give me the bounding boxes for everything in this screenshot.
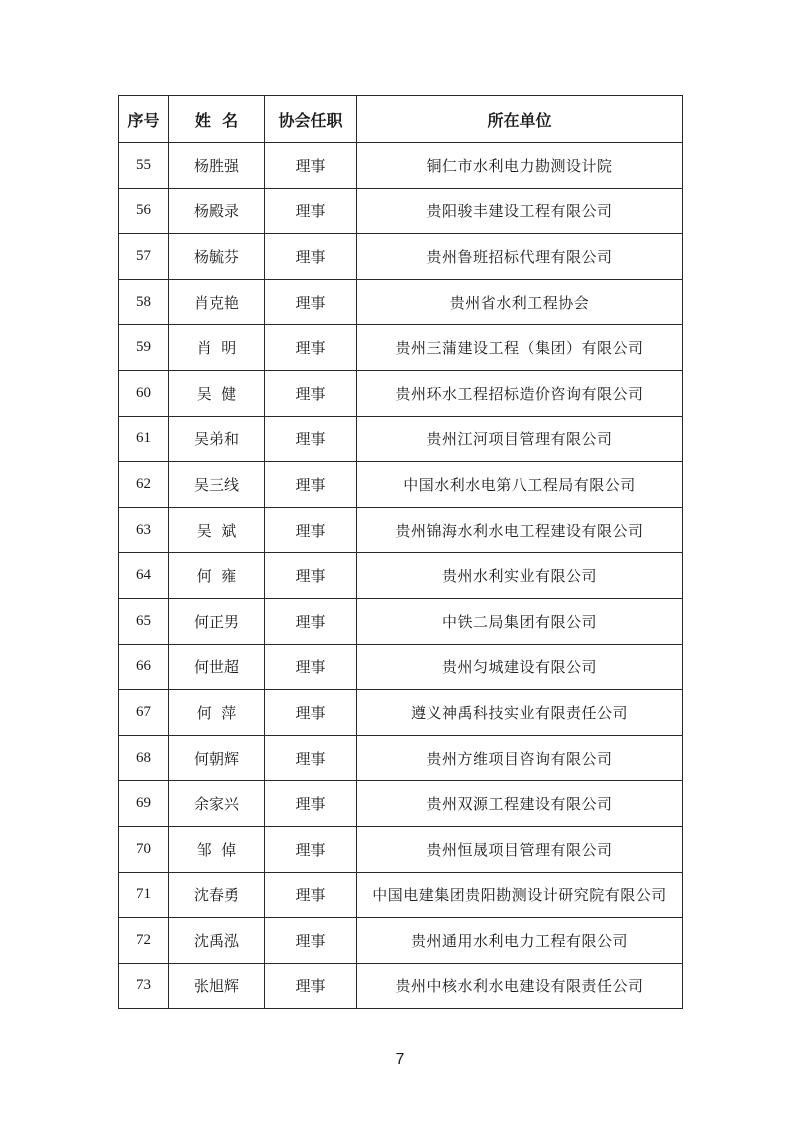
cell-association-role: 理事 — [265, 963, 357, 1009]
cell-member-name: 张旭辉 — [169, 963, 265, 1009]
header-serial-number: 序号 — [119, 96, 169, 143]
table-row — [119, 553, 683, 599]
table-row — [119, 644, 683, 690]
cell-association-role: 理事 — [265, 188, 357, 234]
cell-association-role: 理事 — [265, 143, 357, 189]
cell-work-unit: 贵州锦海水利水电工程建设有限公司 — [357, 507, 683, 553]
cell-association-role: 理事 — [265, 918, 357, 964]
cell-serial-number: 70 — [119, 826, 169, 872]
cell-work-unit: 贵州双源工程建设有限公司 — [357, 781, 683, 827]
cell-work-unit: 贵州水利实业有限公司 — [357, 553, 683, 599]
table-row — [119, 234, 683, 280]
cell-association-role: 理事 — [265, 370, 357, 416]
cell-association-role: 理事 — [265, 325, 357, 371]
cell-serial-number: 64 — [119, 553, 169, 599]
cell-work-unit: 贵州方维项目咨询有限公司 — [357, 735, 683, 781]
cell-member-name: 肖 明 — [169, 325, 265, 371]
cell-member-name: 吴三线 — [169, 462, 265, 508]
table-row — [119, 462, 683, 508]
cell-association-role: 理事 — [265, 872, 357, 918]
cell-member-name: 何正男 — [169, 598, 265, 644]
cell-work-unit: 贵州江河项目管理有限公司 — [357, 416, 683, 462]
table-row — [119, 690, 683, 736]
cell-work-unit: 贵阳骏丰建设工程有限公司 — [357, 188, 683, 234]
cell-serial-number: 67 — [119, 690, 169, 736]
cell-serial-number: 58 — [119, 279, 169, 325]
cell-member-name: 肖克艳 — [169, 279, 265, 325]
cell-member-name: 吴弟和 — [169, 416, 265, 462]
table-row — [119, 963, 683, 1009]
cell-work-unit: 贵州省水利工程协会 — [357, 279, 683, 325]
cell-serial-number: 72 — [119, 918, 169, 964]
member-table — [118, 95, 683, 1009]
cell-association-role: 理事 — [265, 598, 357, 644]
table-row — [119, 370, 683, 416]
cell-serial-number: 71 — [119, 872, 169, 918]
cell-association-role: 理事 — [265, 735, 357, 781]
table-row — [119, 872, 683, 918]
cell-serial-number: 65 — [119, 598, 169, 644]
cell-serial-number: 63 — [119, 507, 169, 553]
cell-serial-number: 69 — [119, 781, 169, 827]
table-row — [119, 507, 683, 553]
cell-serial-number: 62 — [119, 462, 169, 508]
cell-association-role: 理事 — [265, 279, 357, 325]
cell-work-unit: 贵州中核水利水电建设有限责任公司 — [357, 963, 683, 1009]
table-header-row — [119, 96, 683, 143]
cell-work-unit: 遵义神禹科技实业有限责任公司 — [357, 690, 683, 736]
cell-work-unit: 贵州匀城建设有限公司 — [357, 644, 683, 690]
table-row — [119, 918, 683, 964]
table-row — [119, 188, 683, 234]
cell-serial-number: 68 — [119, 735, 169, 781]
table-row — [119, 325, 683, 371]
cell-member-name: 杨胜强 — [169, 143, 265, 189]
header-name: 姓 名 — [169, 96, 265, 143]
cell-member-name: 杨殿录 — [169, 188, 265, 234]
cell-member-name: 余家兴 — [169, 781, 265, 827]
table-row — [119, 416, 683, 462]
header-association-role: 协会任职 — [265, 96, 357, 143]
header-work-unit: 所在单位 — [357, 96, 683, 143]
cell-association-role: 理事 — [265, 781, 357, 827]
table-row — [119, 826, 683, 872]
cell-work-unit: 贵州通用水利电力工程有限公司 — [357, 918, 683, 964]
cell-member-name: 何朝辉 — [169, 735, 265, 781]
cell-association-role: 理事 — [265, 553, 357, 599]
page-number: 7 — [395, 1051, 405, 1068]
cell-work-unit: 贵州环水工程招标造价咨询有限公司 — [357, 370, 683, 416]
cell-serial-number: 59 — [119, 325, 169, 371]
cell-member-name: 邹 倬 — [169, 826, 265, 872]
cell-association-role: 理事 — [265, 690, 357, 736]
cell-member-name: 吴 斌 — [169, 507, 265, 553]
cell-member-name: 吴 健 — [169, 370, 265, 416]
cell-serial-number: 61 — [119, 416, 169, 462]
cell-association-role: 理事 — [265, 507, 357, 553]
cell-serial-number: 55 — [119, 143, 169, 189]
table-row — [119, 143, 683, 189]
table-row — [119, 279, 683, 325]
cell-association-role: 理事 — [265, 644, 357, 690]
cell-member-name: 沈春勇 — [169, 872, 265, 918]
cell-serial-number: 73 — [119, 963, 169, 1009]
cell-member-name: 何世超 — [169, 644, 265, 690]
cell-work-unit: 中国水利水电第八工程局有限公司 — [357, 462, 683, 508]
cell-serial-number: 66 — [119, 644, 169, 690]
table-row — [119, 735, 683, 781]
table-row — [119, 598, 683, 644]
cell-serial-number: 60 — [119, 370, 169, 416]
cell-serial-number: 57 — [119, 234, 169, 280]
table-row — [119, 781, 683, 827]
cell-association-role: 理事 — [265, 462, 357, 508]
cell-member-name: 沈禹泓 — [169, 918, 265, 964]
cell-association-role: 理事 — [265, 826, 357, 872]
cell-work-unit: 贵州三蒲建设工程（集团）有限公司 — [357, 325, 683, 371]
cell-work-unit: 中国电建集团贵阳勘测设计研究院有限公司 — [357, 872, 683, 918]
cell-serial-number: 56 — [119, 188, 169, 234]
cell-member-name: 何 萍 — [169, 690, 265, 736]
cell-association-role: 理事 — [265, 234, 357, 280]
table-body — [119, 143, 683, 1009]
cell-member-name: 何 雍 — [169, 553, 265, 599]
cell-work-unit: 贵州鲁班招标代理有限公司 — [357, 234, 683, 280]
cell-member-name: 杨毓芬 — [169, 234, 265, 280]
cell-work-unit: 铜仁市水利电力勘测设计院 — [357, 143, 683, 189]
cell-work-unit: 贵州恒晟项目管理有限公司 — [357, 826, 683, 872]
cell-work-unit: 中铁二局集团有限公司 — [357, 598, 683, 644]
cell-association-role: 理事 — [265, 416, 357, 462]
